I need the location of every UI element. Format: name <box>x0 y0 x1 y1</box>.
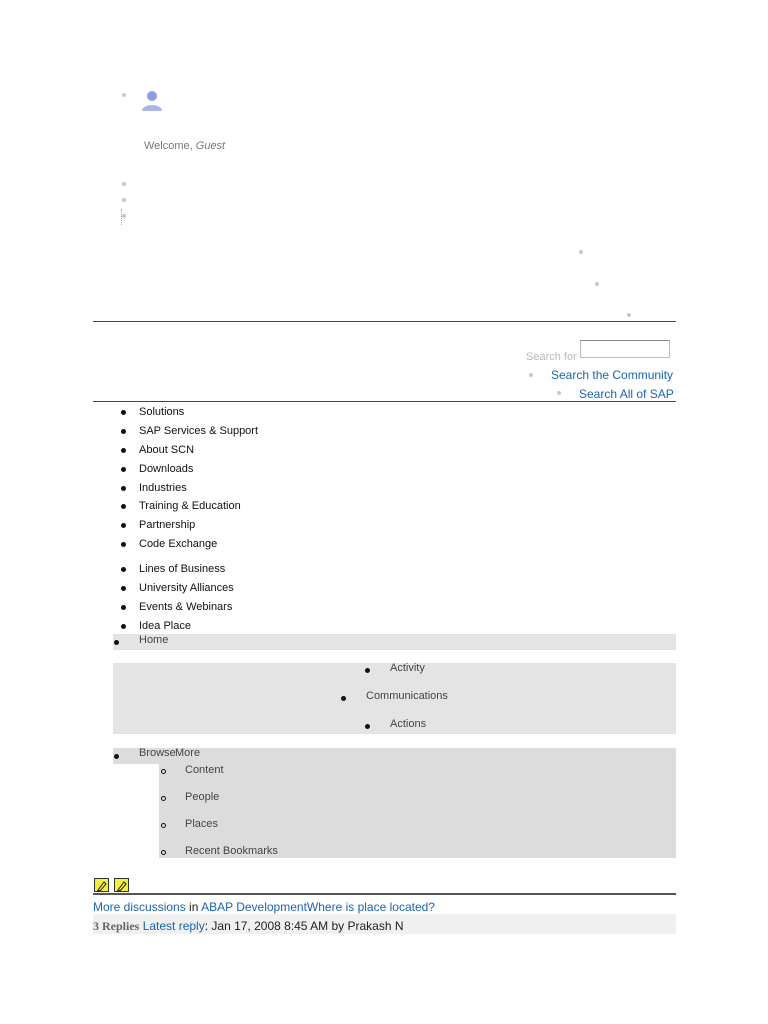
nav-item-about-scn[interactable]: About SCN <box>139 444 195 456</box>
list-bullet <box>161 850 166 855</box>
nav-item-services-support[interactable]: SAP Services & Support <box>139 425 259 437</box>
list-bullet <box>341 696 346 701</box>
browse-item-places[interactable]: Places <box>185 818 219 830</box>
list-bullet <box>114 640 119 645</box>
list-bullet <box>121 624 126 629</box>
list-bullet <box>122 214 126 218</box>
list-bullet <box>121 486 126 491</box>
list-bullet <box>161 769 166 774</box>
nav-item-idea-place[interactable]: Idea Place <box>139 620 191 632</box>
search-divider <box>93 401 676 402</box>
list-bullet <box>121 567 126 572</box>
list-bullet <box>365 668 370 673</box>
list-bullet <box>121 429 126 434</box>
focus-outline <box>121 209 122 225</box>
welcome-prefix: Welcome, <box>144 140 196 152</box>
discussion-divider <box>93 893 676 895</box>
search-input[interactable] <box>580 340 670 358</box>
latest-reply-link[interactable]: Latest reply <box>142 919 205 933</box>
pencil-icon[interactable] <box>114 878 129 892</box>
list-bullet <box>121 467 126 472</box>
list-bullet <box>365 724 370 729</box>
more-discussions-link[interactable]: More discussions <box>93 900 186 914</box>
list-bullet <box>579 250 583 254</box>
list-bullet <box>529 373 533 377</box>
list-bullet <box>161 823 166 828</box>
list-bullet <box>122 198 126 202</box>
menu-home[interactable]: Home <box>139 634 169 646</box>
browse-item-people[interactable]: People <box>185 791 220 803</box>
discussion-meta <box>93 919 404 934</box>
in-text: in <box>185 900 202 914</box>
nav-item-code-exchange[interactable]: Code Exchange <box>139 538 218 550</box>
list-bullet <box>161 796 166 801</box>
menu-more[interactable]: More <box>175 747 201 759</box>
nav-item-industries[interactable]: Industries <box>139 482 187 494</box>
list-bullet <box>627 313 631 317</box>
space-link[interactable]: ABAP Development <box>201 900 307 914</box>
header-divider <box>93 321 676 322</box>
nav-item-lines-of-business[interactable]: Lines of Business <box>139 563 226 575</box>
search-community-link[interactable]: Search the Community <box>551 368 674 382</box>
reply-meta: : Jan 17, 2008 8:45 AM by Prakash N <box>204 919 404 933</box>
replies-count: 3 Replies <box>93 919 140 933</box>
browse-item-content[interactable]: Content <box>185 764 224 776</box>
list-bullet <box>557 391 561 395</box>
browse-item-recent-bookmarks[interactable]: Recent Bookmarks <box>185 845 278 857</box>
user-avatar-icon[interactable] <box>140 88 164 112</box>
list-bullet <box>121 586 126 591</box>
search-label: Search for <box>526 351 577 363</box>
browse-submenu-panel <box>159 764 676 858</box>
thread-title-link[interactable]: Where is place located? <box>306 900 435 914</box>
menu-actions[interactable]: Actions <box>390 718 427 730</box>
list-bullet <box>114 754 119 759</box>
search-all-sap-link[interactable]: Search All of SAP <box>579 387 674 401</box>
discussion-breadcrumb <box>93 900 435 914</box>
list-bullet <box>121 542 126 547</box>
welcome-name: Guest <box>195 140 226 152</box>
nav-item-solutions[interactable]: Solutions <box>139 406 185 418</box>
list-bullet <box>121 523 126 528</box>
list-bullet <box>595 282 599 286</box>
nav-item-downloads[interactable]: Downloads <box>139 463 194 475</box>
list-bullet <box>121 504 126 509</box>
nav-item-events-webinars[interactable]: Events & Webinars <box>139 601 233 613</box>
list-bullet <box>122 182 126 186</box>
menu-communications[interactable]: Communications <box>366 690 448 702</box>
menu-browse[interactable]: Browse <box>139 747 176 759</box>
welcome-message <box>144 140 225 152</box>
list-bullet <box>121 605 126 610</box>
nav-item-training-education[interactable]: Training & Education <box>139 500 241 512</box>
nav-item-partnership[interactable]: Partnership <box>139 519 196 531</box>
menu-activity[interactable]: Activity <box>390 662 425 674</box>
pencil-icon[interactable] <box>94 878 109 892</box>
list-bullet <box>122 93 126 97</box>
list-bullet <box>121 448 126 453</box>
home-menu-bar <box>113 634 676 650</box>
list-bullet <box>121 410 126 415</box>
nav-item-university-alliances[interactable]: University Alliances <box>139 582 234 594</box>
